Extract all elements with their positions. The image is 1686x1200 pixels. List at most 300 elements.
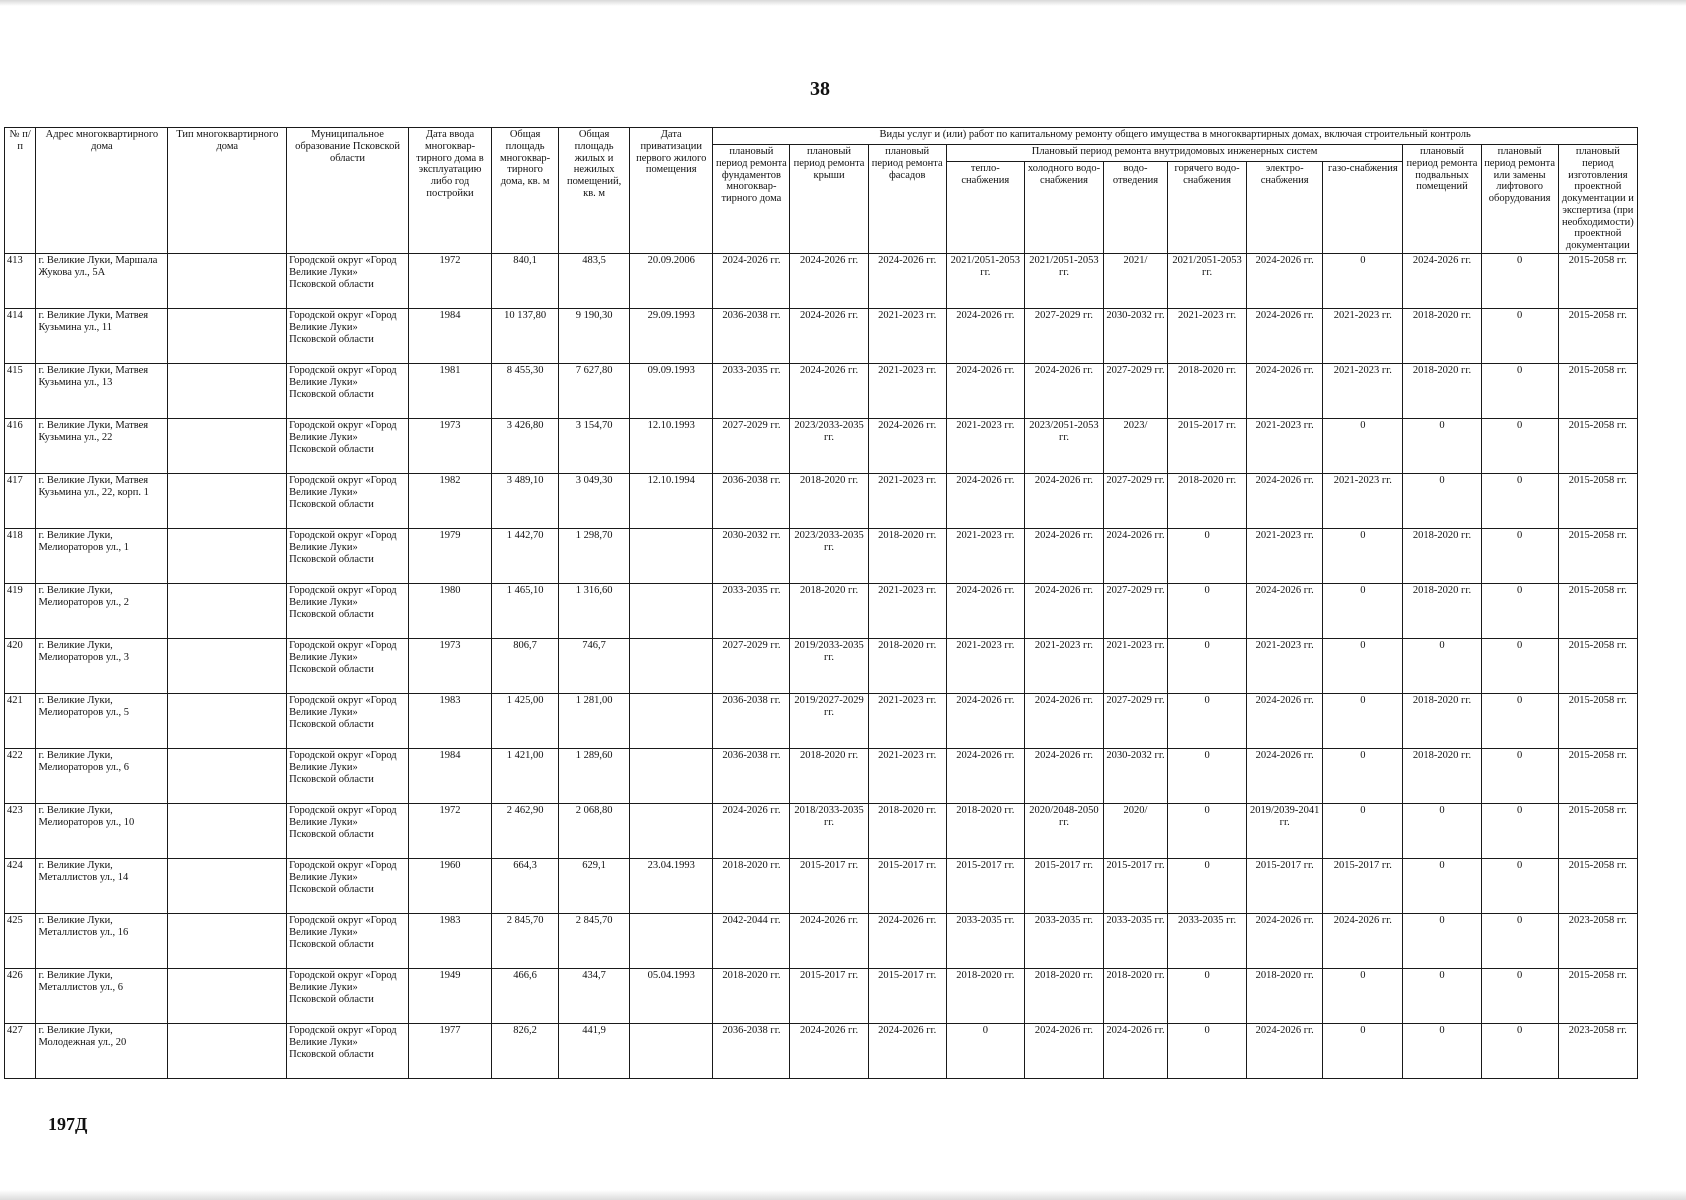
cell-foundation: 2030-2032 гг. (713, 529, 790, 584)
cell-elevator: 0 (1481, 749, 1558, 804)
cell-type (168, 254, 287, 309)
cell-facade: 2018-2020 гг. (868, 804, 946, 859)
cell-privatization: 20.09.2006 (630, 254, 713, 309)
cell-foundation: 2018-2020 гг. (713, 859, 790, 914)
cell-address: г. Великие Луки, Матвея Кузьмина ул., 11 (36, 309, 168, 364)
cell-facade: 2018-2020 гг. (868, 529, 946, 584)
cell-design: 2015-2058 гг. (1558, 419, 1637, 474)
cell-sewer: 2020/ (1104, 804, 1168, 859)
cell-total-area: 1 425,00 (492, 694, 559, 749)
cell-elevator: 0 (1481, 1024, 1558, 1079)
cell-num: 414 (5, 309, 36, 364)
cell-design: 2023-2058 гг. (1558, 1024, 1637, 1079)
cell-elevator: 0 (1481, 859, 1558, 914)
cell-year: 1973 (408, 639, 491, 694)
cell-hot-water: 0 (1167, 694, 1246, 749)
cell-cold-water: 2021-2023 гг. (1024, 639, 1103, 694)
cell-municipality: Городской округ «Город Великие Луки» Псковской области (287, 804, 409, 859)
cell-basement: 0 (1403, 804, 1481, 859)
cell-cold-water: 2020/2048-2050 гг. (1024, 804, 1103, 859)
cell-sewer: 2024-2026 гг. (1104, 529, 1168, 584)
cell-year: 1981 (408, 364, 491, 419)
cell-total-area: 826,2 (492, 1024, 559, 1079)
cell-num: 427 (5, 1024, 36, 1079)
cell-address: г. Великие Луки, Матвея Кузьмина ул., 13 (36, 364, 168, 419)
cell-cold-water: 2015-2017 гг. (1024, 859, 1103, 914)
cell-foundation: 2036-2038 гг. (713, 474, 790, 529)
cell-heat: 0 (946, 1024, 1024, 1079)
cell-sewer: 2023/ (1104, 419, 1168, 474)
cell-hot-water: 0 (1167, 1024, 1246, 1079)
table-row (5, 859, 1638, 914)
cell-type (168, 694, 287, 749)
cell-hot-water: 2018-2020 гг. (1167, 474, 1246, 529)
cell-living-area: 1 316,60 (559, 584, 630, 639)
cell-municipality: Городской округ «Город Великие Луки» Псковской области (287, 309, 409, 364)
cell-basement: 2024-2026 гг. (1403, 254, 1481, 309)
cell-heat: 2024-2026 гг. (946, 749, 1024, 804)
cell-gas: 2024-2026 гг. (1323, 914, 1403, 969)
cell-privatization: 29.09.1993 (630, 309, 713, 364)
cell-type (168, 969, 287, 1024)
col-hot-water: горячего водо-снабжения (1167, 162, 1246, 254)
cell-hot-water: 2021/2051-2053 гг. (1167, 254, 1246, 309)
cell-year: 1972 (408, 804, 491, 859)
col-electric: электро-снабжения (1247, 162, 1323, 254)
cell-num: 420 (5, 639, 36, 694)
cell-gas: 2021-2023 гг. (1323, 309, 1403, 364)
cell-year: 1972 (408, 254, 491, 309)
cell-municipality: Городской округ «Город Великие Луки» Псковской области (287, 584, 409, 639)
cell-design: 2015-2058 гг. (1558, 639, 1637, 694)
cell-privatization (630, 914, 713, 969)
cell-roof: 2024-2026 гг. (790, 254, 868, 309)
cell-heat: 2021-2023 гг. (946, 419, 1024, 474)
cell-foundation: 2036-2038 гг. (713, 694, 790, 749)
cell-design: 2015-2058 гг. (1558, 749, 1637, 804)
cell-roof: 2023/2033-2035 гг. (790, 419, 868, 474)
cell-total-area: 1 465,10 (492, 584, 559, 639)
cell-cold-water: 2024-2026 гг. (1024, 694, 1103, 749)
cell-elevator: 0 (1481, 529, 1558, 584)
cell-cold-water: 2018-2020 гг. (1024, 969, 1103, 1024)
table-row (5, 694, 1638, 749)
cell-design: 2015-2058 гг. (1558, 309, 1637, 364)
table-row (5, 364, 1638, 419)
cell-sewer: 2027-2029 гг. (1104, 584, 1168, 639)
col-num: № п/п (5, 128, 36, 254)
cell-roof: 2018-2020 гг. (790, 584, 868, 639)
cell-hot-water: 0 (1167, 639, 1246, 694)
cell-year: 1977 (408, 1024, 491, 1079)
cell-municipality: Городской округ «Город Великие Луки» Псковской области (287, 639, 409, 694)
cell-municipality: Городской округ «Город Великие Луки» Псковской области (287, 749, 409, 804)
cell-elevator: 0 (1481, 474, 1558, 529)
cell-gas: 2021-2023 гг. (1323, 474, 1403, 529)
cell-basement: 0 (1403, 419, 1481, 474)
cell-foundation: 2033-2035 гг. (713, 364, 790, 419)
cell-electric: 2024-2026 гг. (1247, 364, 1323, 419)
cell-electric: 2021-2023 гг. (1247, 639, 1323, 694)
cell-cold-water: 2024-2026 гг. (1024, 749, 1103, 804)
cell-address: г. Великие Луки, Металлистов ул., 6 (36, 969, 168, 1024)
cell-num: 416 (5, 419, 36, 474)
cell-type (168, 804, 287, 859)
cell-heat: 2015-2017 гг. (946, 859, 1024, 914)
cell-type (168, 419, 287, 474)
cell-total-area: 466,6 (492, 969, 559, 1024)
cell-address: г. Великие Луки, Мелиораторов ул., 2 (36, 584, 168, 639)
cell-electric: 2024-2026 гг. (1247, 1024, 1323, 1079)
cell-municipality: Городской округ «Город Великие Луки» Псковской области (287, 859, 409, 914)
cell-elevator: 0 (1481, 254, 1558, 309)
cell-address: г. Великие Луки, Матвея Кузьмина ул., 22 (36, 419, 168, 474)
table-row (5, 309, 1638, 364)
table-row (5, 419, 1638, 474)
cell-total-area: 8 455,30 (492, 364, 559, 419)
cell-municipality: Городской округ «Город Великие Луки» Псковской области (287, 474, 409, 529)
systems-group-header: Плановый период ремонта внутридомовых инженерных систем (946, 145, 1403, 162)
cell-municipality: Городской округ «Город Великие Луки» Псковской области (287, 529, 409, 584)
cell-gas: 0 (1323, 639, 1403, 694)
col-address: Адрес многоквартирного дома (36, 128, 168, 254)
cell-heat: 2024-2026 гг. (946, 474, 1024, 529)
cell-foundation: 2027-2029 гг. (713, 639, 790, 694)
cell-basement: 2018-2020 гг. (1403, 364, 1481, 419)
cell-electric: 2024-2026 гг. (1247, 749, 1323, 804)
cell-basement: 2018-2020 гг. (1403, 694, 1481, 749)
cell-address: г. Великие Луки, Металлистов ул., 16 (36, 914, 168, 969)
cell-hot-water: 0 (1167, 529, 1246, 584)
table-row (5, 529, 1638, 584)
cell-electric: 2015-2017 гг. (1247, 859, 1323, 914)
cell-electric: 2021-2023 гг. (1247, 529, 1323, 584)
cell-address: г. Великие Луки, Мелиораторов ул., 10 (36, 804, 168, 859)
cell-total-area: 10 137,80 (492, 309, 559, 364)
cell-cold-water: 2027-2029 гг. (1024, 309, 1103, 364)
cell-design: 2015-2058 гг. (1558, 969, 1637, 1024)
cell-gas: 0 (1323, 1024, 1403, 1079)
table-row (5, 914, 1638, 969)
cell-facade: 2024-2026 гг. (868, 1024, 946, 1079)
cell-gas: 0 (1323, 969, 1403, 1024)
col-living-area: Общая площадь жилых и нежилых помещений, кв. м (559, 128, 630, 254)
cell-roof: 2024-2026 гг. (790, 309, 868, 364)
cell-year: 1983 (408, 694, 491, 749)
cell-living-area: 9 190,30 (559, 309, 630, 364)
cell-facade: 2024-2026 гг. (868, 419, 946, 474)
col-heat: тепло-снабжения (946, 162, 1024, 254)
cell-basement: 2018-2020 гг. (1403, 309, 1481, 364)
cell-roof: 2024-2026 гг. (790, 1024, 868, 1079)
cell-address: г. Великие Луки, Молодежная ул., 20 (36, 1024, 168, 1079)
cell-design: 2015-2058 гг. (1558, 364, 1637, 419)
cell-sewer: 2033-2035 гг. (1104, 914, 1168, 969)
cell-sewer: 2027-2029 гг. (1104, 474, 1168, 529)
table-row (5, 804, 1638, 859)
cell-roof: 2024-2026 гг. (790, 364, 868, 419)
cell-year: 1949 (408, 969, 491, 1024)
cell-hot-water: 2021-2023 гг. (1167, 309, 1246, 364)
cell-roof: 2018-2020 гг. (790, 749, 868, 804)
cell-elevator: 0 (1481, 804, 1558, 859)
cell-basement: 0 (1403, 474, 1481, 529)
cell-foundation: 2027-2029 гг. (713, 419, 790, 474)
cell-heat: 2024-2026 гг. (946, 694, 1024, 749)
cell-elevator: 0 (1481, 969, 1558, 1024)
cell-total-area: 840,1 (492, 254, 559, 309)
cell-sewer: 2021/ (1104, 254, 1168, 309)
cell-privatization (630, 1024, 713, 1079)
cell-foundation: 2036-2038 гг. (713, 1024, 790, 1079)
cell-num: 419 (5, 584, 36, 639)
cell-basement: 2018-2020 гг. (1403, 749, 1481, 804)
cell-electric: 2024-2026 гг. (1247, 914, 1323, 969)
cell-cold-water: 2033-2035 гг. (1024, 914, 1103, 969)
cell-type (168, 364, 287, 419)
cell-elevator: 0 (1481, 309, 1558, 364)
cell-total-area: 3 489,10 (492, 474, 559, 529)
cell-basement: 0 (1403, 639, 1481, 694)
cell-type (168, 474, 287, 529)
cell-year: 1960 (408, 859, 491, 914)
cell-foundation: 2018-2020 гг. (713, 969, 790, 1024)
cell-living-area: 1 281,00 (559, 694, 630, 749)
cell-gas: 0 (1323, 694, 1403, 749)
works-group-header: Виды услуг и (или) работ по капитальному ремонту общего имущества в многоквартирных домах, включая строительный контроль (713, 128, 1638, 145)
cell-roof: 2023/2033-2035 гг. (790, 529, 868, 584)
cell-num: 417 (5, 474, 36, 529)
cell-year: 1980 (408, 584, 491, 639)
cell-sewer: 2030-2032 гг. (1104, 749, 1168, 804)
cell-municipality: Городской округ «Город Великие Луки» Псковской области (287, 419, 409, 474)
table-row (5, 749, 1638, 804)
cell-facade: 2024-2026 гг. (868, 914, 946, 969)
cell-elevator: 0 (1481, 584, 1558, 639)
cell-privatization (630, 694, 713, 749)
cell-sewer: 2021-2023 гг. (1104, 639, 1168, 694)
cell-living-area: 2 845,70 (559, 914, 630, 969)
document-code: 197Д (48, 1114, 88, 1134)
col-sewer: водо-отведения (1104, 162, 1168, 254)
cell-total-area: 1 442,70 (492, 529, 559, 584)
table-row (5, 254, 1638, 309)
cell-sewer: 2018-2020 гг. (1104, 969, 1168, 1024)
cell-living-area: 441,9 (559, 1024, 630, 1079)
cell-num: 423 (5, 804, 36, 859)
cell-foundation: 2042-2044 гг. (713, 914, 790, 969)
cell-hot-water: 2033-2035 гг. (1167, 914, 1246, 969)
cell-gas: 0 (1323, 749, 1403, 804)
col-year: Дата ввода многоквар-тирного дома в эксплуатацию либо год постройки (408, 128, 491, 254)
cell-elevator: 0 (1481, 639, 1558, 694)
cell-num: 413 (5, 254, 36, 309)
cell-heat: 2018-2020 гг. (946, 804, 1024, 859)
cell-privatization: 23.04.1993 (630, 859, 713, 914)
cell-roof: 2018-2020 гг. (790, 474, 868, 529)
cell-num: 421 (5, 694, 36, 749)
cell-heat: 2018-2020 гг. (946, 969, 1024, 1024)
cell-sewer: 2030-2032 гг. (1104, 309, 1168, 364)
cell-municipality: Городской округ «Город Великие Луки» Псковской области (287, 254, 409, 309)
table-row (5, 639, 1638, 694)
cell-heat: 2024-2026 гг. (946, 309, 1024, 364)
cell-gas: 0 (1323, 804, 1403, 859)
cell-living-area: 434,7 (559, 969, 630, 1024)
cell-cold-water: 2024-2026 гг. (1024, 474, 1103, 529)
cell-address: г. Великие Луки, Мелиораторов ул., 5 (36, 694, 168, 749)
table-row (5, 474, 1638, 529)
cell-facade: 2021-2023 гг. (868, 364, 946, 419)
cell-sewer: 2024-2026 гг. (1104, 1024, 1168, 1079)
cell-type (168, 749, 287, 804)
cell-design: 2015-2058 гг. (1558, 529, 1637, 584)
cell-hot-water: 0 (1167, 859, 1246, 914)
cell-foundation: 2033-2035 гг. (713, 584, 790, 639)
col-facade: плановый период ремонта фасадов (868, 145, 946, 254)
cell-foundation: 2024-2026 гг. (713, 804, 790, 859)
cell-address: г. Великие Луки, Мелиораторов ул., 3 (36, 639, 168, 694)
cell-design: 2015-2058 гг. (1558, 584, 1637, 639)
col-foundation: плановый период ремонта фундаментов многоквар-тирного дома (713, 145, 790, 254)
cell-privatization: 05.04.1993 (630, 969, 713, 1024)
cell-basement: 0 (1403, 969, 1481, 1024)
cell-heat: 2021/2051-2053 гг. (946, 254, 1024, 309)
cell-gas: 2021-2023 гг. (1323, 364, 1403, 419)
cell-living-area: 1 298,70 (559, 529, 630, 584)
cell-design: 2023-2058 гг. (1558, 914, 1637, 969)
table-row (5, 584, 1638, 639)
cell-facade: 2021-2023 гг. (868, 749, 946, 804)
cell-basement: 0 (1403, 914, 1481, 969)
cell-roof: 2018/2033-2035 гг. (790, 804, 868, 859)
cell-type (168, 529, 287, 584)
cell-privatization (630, 749, 713, 804)
cell-year: 1984 (408, 749, 491, 804)
cell-municipality: Городской округ «Город Великие Луки» Псковской области (287, 1024, 409, 1079)
cell-type (168, 914, 287, 969)
cell-cold-water: 2024-2026 гг. (1024, 1024, 1103, 1079)
cell-basement: 2018-2020 гг. (1403, 584, 1481, 639)
cell-elevator: 0 (1481, 914, 1558, 969)
cell-privatization: 12.10.1994 (630, 474, 713, 529)
cell-electric: 2021-2023 гг. (1247, 419, 1323, 474)
cell-elevator: 0 (1481, 419, 1558, 474)
cell-heat: 2024-2026 гг. (946, 364, 1024, 419)
cell-design: 2015-2058 гг. (1558, 254, 1637, 309)
cell-living-area: 7 627,80 (559, 364, 630, 419)
capital-repair-table (4, 127, 1638, 1079)
cell-living-area: 2 068,80 (559, 804, 630, 859)
col-type: Тип многоквартирного дома (168, 128, 287, 254)
cell-total-area: 664,3 (492, 859, 559, 914)
cell-roof: 2015-2017 гг. (790, 969, 868, 1024)
cell-basement: 0 (1403, 859, 1481, 914)
col-municipality: Муниципальное образование Псковской области (287, 128, 409, 254)
cell-design: 2015-2058 гг. (1558, 694, 1637, 749)
cell-year: 1979 (408, 529, 491, 584)
cell-type (168, 584, 287, 639)
cell-electric: 2019/2039-2041 гг. (1247, 804, 1323, 859)
col-design: плановый период изготовления проектной документации и экспертиза (при необходимости) проектной документации (1558, 145, 1637, 254)
cell-heat: 2021-2023 гг. (946, 529, 1024, 584)
cell-cold-water: 2024-2026 гг. (1024, 584, 1103, 639)
cell-privatization (630, 529, 713, 584)
cell-type (168, 309, 287, 364)
cell-total-area: 1 421,00 (492, 749, 559, 804)
cell-electric: 2024-2026 гг. (1247, 694, 1323, 749)
cell-address: г. Великие Луки, Металлистов ул., 14 (36, 859, 168, 914)
cell-electric: 2018-2020 гг. (1247, 969, 1323, 1024)
cell-municipality: Городской округ «Город Великие Луки» Псковской области (287, 364, 409, 419)
cell-num: 424 (5, 859, 36, 914)
cell-living-area: 1 289,60 (559, 749, 630, 804)
cell-year: 1982 (408, 474, 491, 529)
cell-hot-water: 0 (1167, 969, 1246, 1024)
cell-electric: 2024-2026 гг. (1247, 254, 1323, 309)
cell-sewer: 2027-2029 гг. (1104, 364, 1168, 419)
col-cold-water: холодного водо-снабжения (1024, 162, 1103, 254)
cell-total-area: 806,7 (492, 639, 559, 694)
cell-gas: 0 (1323, 254, 1403, 309)
page-number: 38 (810, 78, 830, 100)
cell-cold-water: 2024-2026 гг. (1024, 529, 1103, 584)
cell-living-area: 483,5 (559, 254, 630, 309)
cell-sewer: 2027-2029 гг. (1104, 694, 1168, 749)
cell-privatization (630, 804, 713, 859)
cell-design: 2015-2058 гг. (1558, 804, 1637, 859)
cell-foundation: 2036-2038 гг. (713, 309, 790, 364)
scan-edge-top (0, 0, 1686, 6)
cell-facade: 2021-2023 гг. (868, 474, 946, 529)
cell-privatization: 09.09.1993 (630, 364, 713, 419)
cell-basement: 0 (1403, 1024, 1481, 1079)
cell-municipality: Городской округ «Город Великие Луки» Псковской области (287, 914, 409, 969)
cell-num: 422 (5, 749, 36, 804)
cell-hot-water: 0 (1167, 584, 1246, 639)
cell-total-area: 2 845,70 (492, 914, 559, 969)
cell-cold-water: 2021/2051-2053 гг. (1024, 254, 1103, 309)
cell-facade: 2021-2023 гг. (868, 584, 946, 639)
cell-privatization: 12.10.1993 (630, 419, 713, 474)
cell-roof: 2024-2026 гг. (790, 914, 868, 969)
cell-total-area: 2 462,90 (492, 804, 559, 859)
cell-facade: 2021-2023 гг. (868, 694, 946, 749)
cell-cold-water: 2023/2051-2053 гг. (1024, 419, 1103, 474)
cell-electric: 2024-2026 гг. (1247, 474, 1323, 529)
col-basement: плановый период ремонта подвальных помещений (1403, 145, 1481, 254)
cell-facade: 2021-2023 гг. (868, 309, 946, 364)
col-roof: плановый период ремонта крыши (790, 145, 868, 254)
cell-type (168, 639, 287, 694)
cell-num: 426 (5, 969, 36, 1024)
cell-heat: 2024-2026 гг. (946, 584, 1024, 639)
cell-gas: 0 (1323, 419, 1403, 474)
cell-sewer: 2015-2017 гг. (1104, 859, 1168, 914)
cell-num: 418 (5, 529, 36, 584)
cell-address: г. Великие Луки, Матвея Кузьмина ул., 22, корп. 1 (36, 474, 168, 529)
cell-basement: 2018-2020 гг. (1403, 529, 1481, 584)
cell-num: 425 (5, 914, 36, 969)
cell-electric: 2024-2026 гг. (1247, 309, 1323, 364)
cell-hot-water: 0 (1167, 749, 1246, 804)
cell-facade: 2015-2017 гг. (868, 859, 946, 914)
table-body (5, 254, 1638, 1079)
cell-living-area: 629,1 (559, 859, 630, 914)
scan-edge-bottom (0, 1190, 1686, 1200)
cell-foundation: 2036-2038 гг. (713, 749, 790, 804)
cell-municipality: Городской округ «Город Великие Луки» Псковской области (287, 969, 409, 1024)
